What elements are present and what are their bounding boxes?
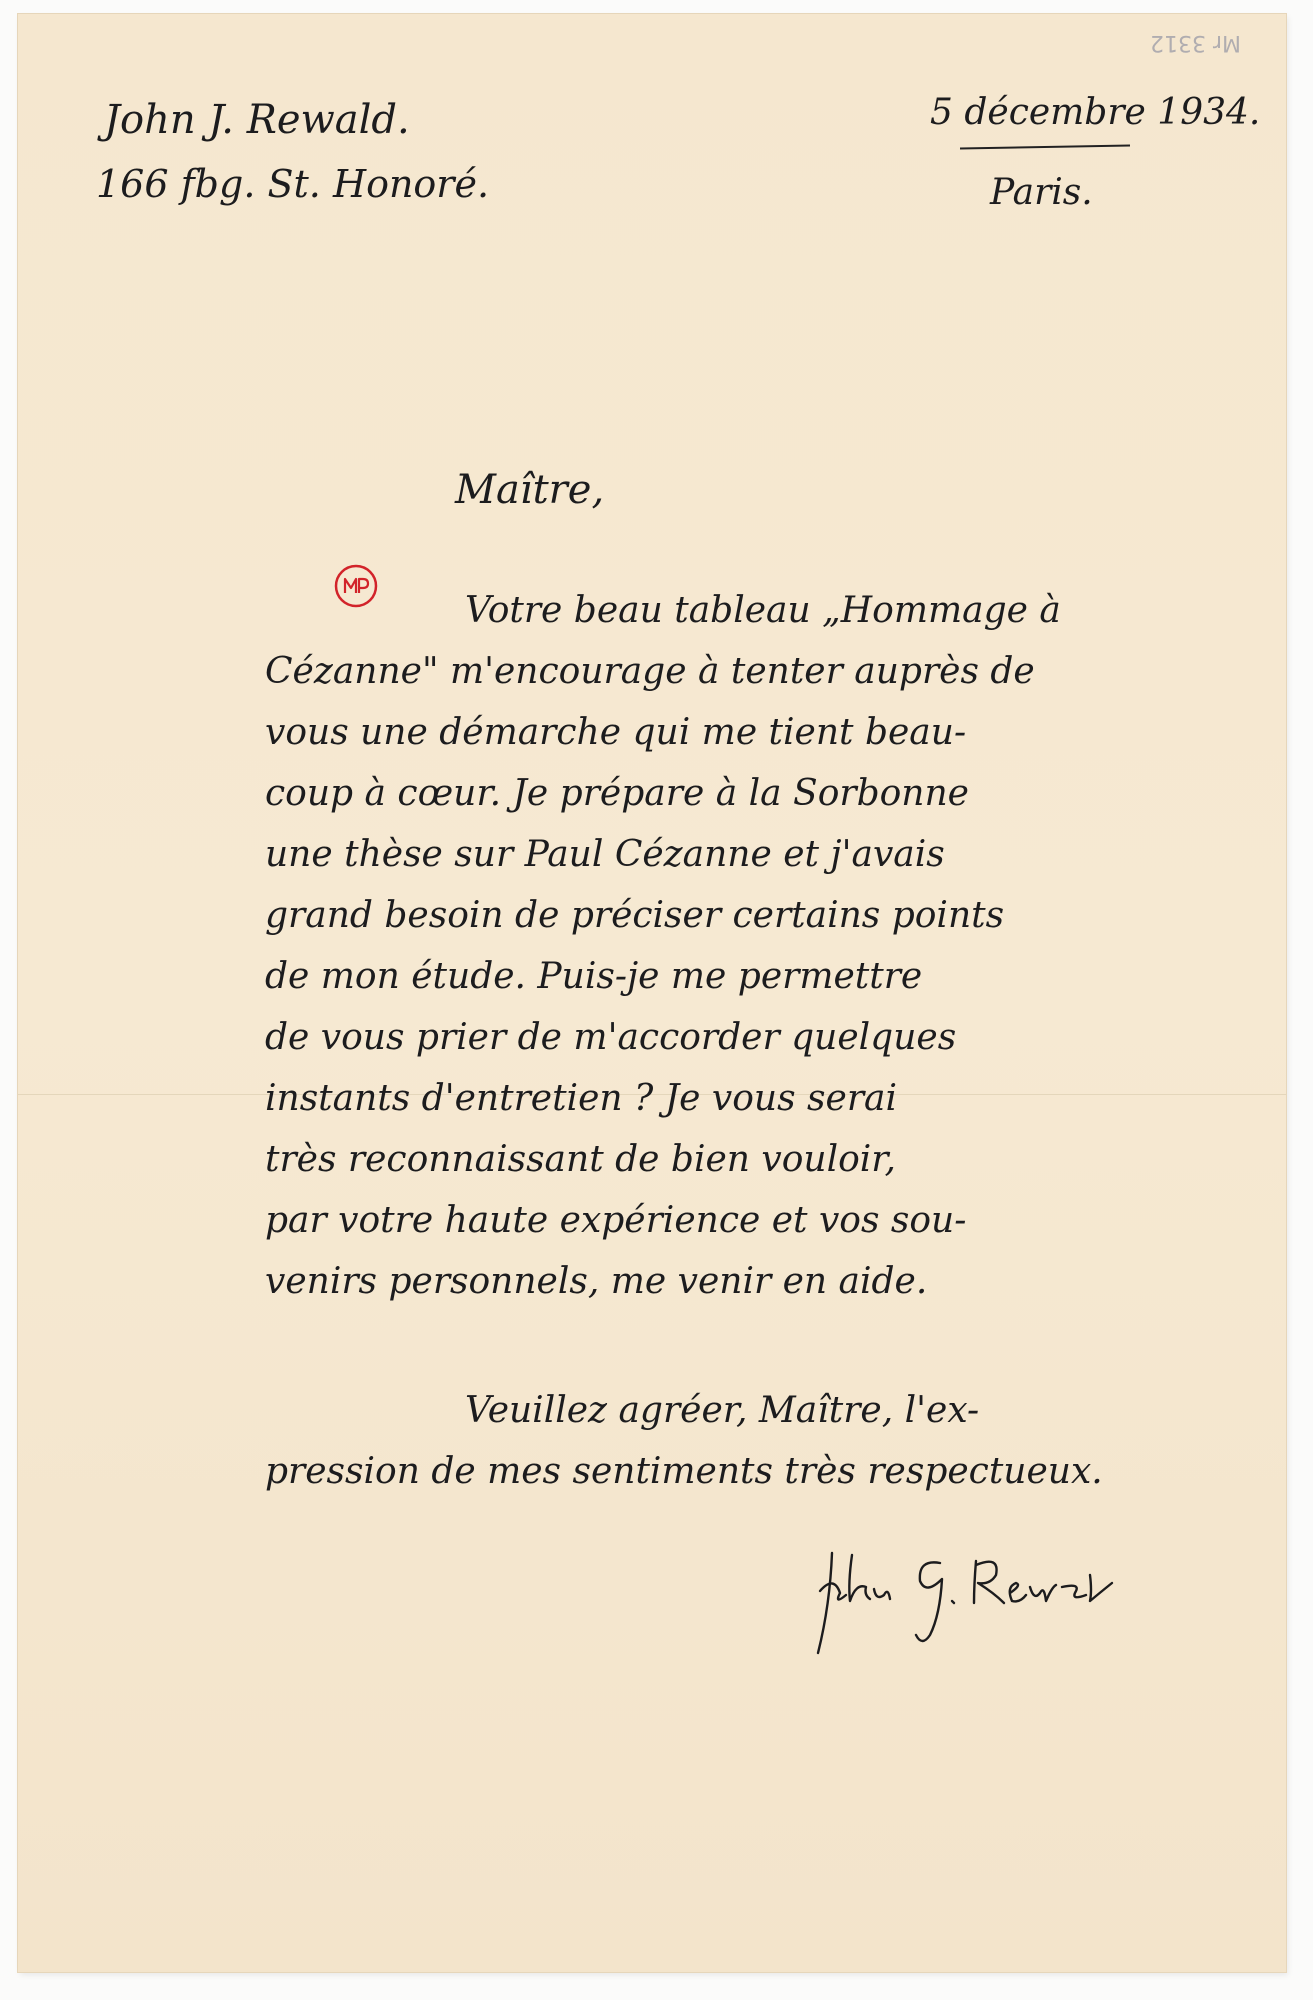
letter-body xyxy=(265,580,1115,1312)
body-line: instants d'entretien ? Je vous serai xyxy=(265,1078,898,1119)
letter-date: 5 décembre 1934. xyxy=(930,92,1261,133)
letter-place: Paris. xyxy=(990,172,1093,213)
handwritten-signature xyxy=(790,1535,1150,1665)
closing-formula xyxy=(265,1380,1115,1502)
body-line: très reconnaissant de bien vouloir, xyxy=(265,1139,896,1180)
body-line: Votre beau tableau „Hommage à xyxy=(465,590,1061,631)
body-line: par votre haute expérience et vos sou- xyxy=(265,1200,967,1241)
body-line: de mon étude. Puis-je me permettre xyxy=(265,956,923,997)
body-line: grand besoin de préciser certains points xyxy=(265,895,1005,936)
sender-name: John J. Rewald. xyxy=(104,97,410,143)
closing-line: pression de mes sentiments très respectueux. xyxy=(265,1451,1103,1492)
body-line: de vous prier de m'accorder quelques xyxy=(265,1017,957,1058)
closing-line: Veuillez agréer, Maître, l'ex- xyxy=(465,1390,980,1431)
body-line: une thèse sur Paul Cézanne et j'avais xyxy=(265,834,945,875)
body-line: Cézanne" m'encourage à tenter auprès de xyxy=(265,651,1035,692)
body-line: coup à cœur. Je prépare à la Sorbonne xyxy=(265,773,969,814)
salutation: Maître, xyxy=(455,467,605,513)
archive-number: Mr 3312 xyxy=(1150,30,1242,55)
sender-address: 166 fbg. St. Honoré. xyxy=(96,162,490,206)
body-line: venirs personnels, me venir en aide. xyxy=(265,1261,928,1302)
body-line: vous une démarche qui me tient beau- xyxy=(265,712,967,753)
